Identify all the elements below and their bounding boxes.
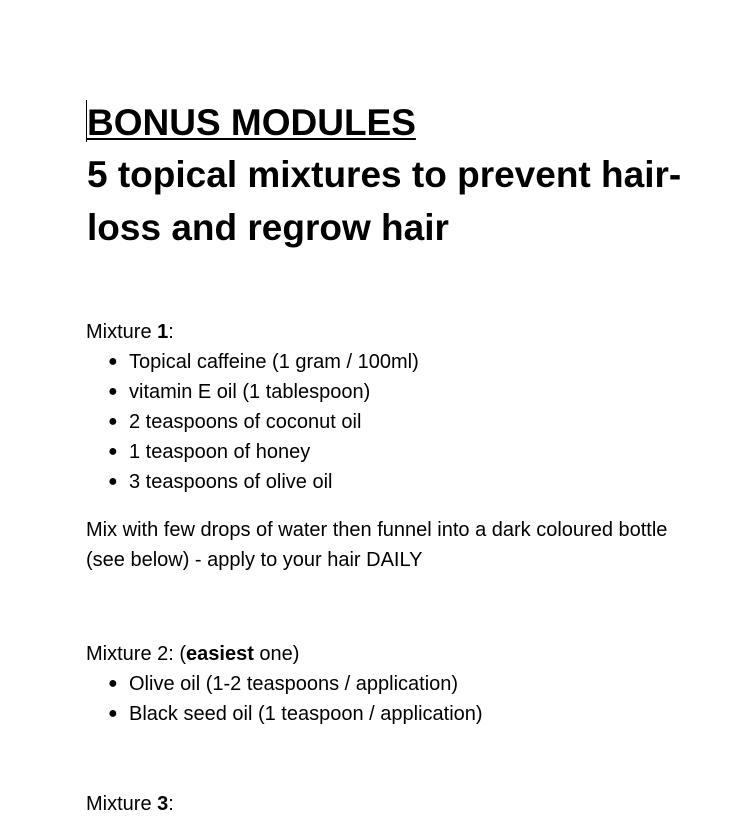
- bullet-icon: ●: [108, 705, 118, 722]
- mixture-1-number: 1: [157, 321, 169, 343]
- bullet-icon: ●: [108, 443, 118, 460]
- bonus-modules-heading: BONUS MODULES: [87, 102, 416, 143]
- list-item: [108, 467, 419, 497]
- bullet-icon: ●: [108, 473, 118, 490]
- list-item: [108, 347, 419, 377]
- ingredient-text: 3 teaspoons of olive oil: [129, 471, 333, 493]
- list-item: [108, 377, 419, 407]
- ingredient-text: Olive oil (1-2 teaspoons / application): [129, 673, 459, 695]
- mixture-3-number: 3: [157, 793, 169, 815]
- mixture-2-emphasis: easiest: [186, 643, 254, 665]
- bullet-icon: ●: [108, 383, 118, 400]
- ingredient-text: 1 teaspoon of honey: [129, 441, 311, 463]
- bullet-icon: ●: [108, 413, 118, 430]
- bullet-icon: ●: [108, 353, 118, 370]
- mixture-1-title: [86, 317, 174, 347]
- list-item: [108, 669, 483, 699]
- mixture-2-prefix: Mixture 2: (: [86, 643, 187, 665]
- bullet-icon: ●: [108, 675, 118, 692]
- mixture-2-suffix: one): [253, 643, 300, 665]
- list-item: [108, 407, 419, 437]
- mixture-2-ingredients: [108, 669, 483, 729]
- mixture-3-title: [86, 789, 174, 819]
- ingredient-text: vitamin E oil (1 tablespoon): [129, 381, 371, 403]
- mixture-1-ingredients: [108, 347, 419, 497]
- mixture-1-prefix: Mixture: [86, 321, 158, 343]
- document-title: 5 topical mixtures to prevent hair-loss and regrow hair: [87, 154, 682, 248]
- mixture-3-suffix: :: [168, 793, 174, 815]
- mixture-1-suffix: :: [168, 321, 174, 343]
- mixture-1-instructions: Mix with few drops of water then funnel into a dark coloured bottle (see below) - apply to your hair DAILY: [86, 519, 668, 571]
- list-item: [108, 699, 483, 729]
- mixture-3-prefix: Mixture: [86, 793, 158, 815]
- mixture-2-title: [86, 639, 299, 669]
- ingredient-text: Topical caffeine (1 gram / 100ml): [129, 351, 419, 373]
- ingredient-text: 2 teaspoons of coconut oil: [129, 411, 362, 433]
- ingredient-text: Black seed oil (1 teaspoon / application): [129, 703, 483, 725]
- list-item: [108, 437, 419, 467]
